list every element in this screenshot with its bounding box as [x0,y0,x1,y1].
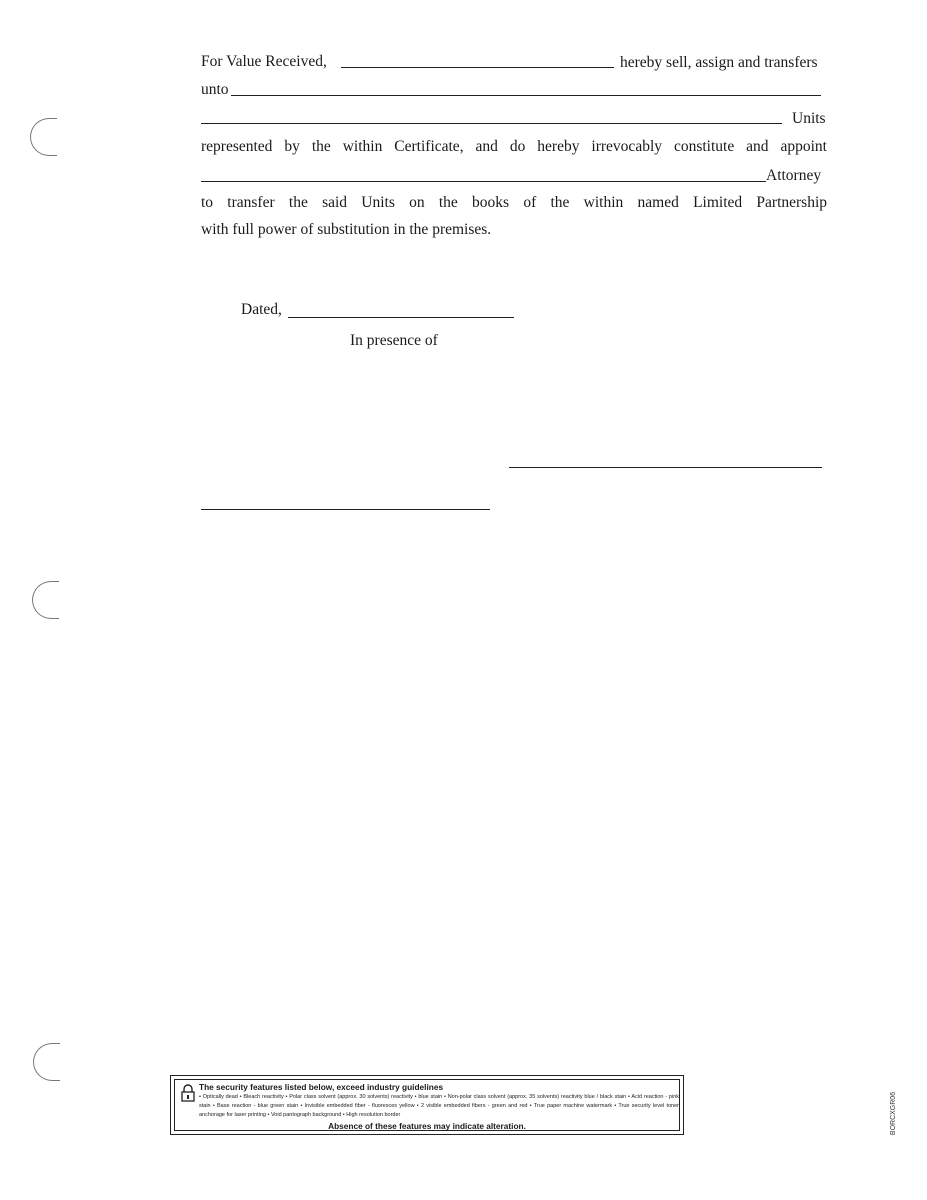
sell-assign-text: hereby sell, assign and transfers [620,54,818,71]
security-heading: The security features listed below, exceed industry guidelines [199,1082,444,1092]
form-code: BORCXGR06 [890,1091,898,1136]
punch-hole-middle [32,581,59,619]
alteration-warning: Absence of these features may indicate alteration. [328,1121,526,1131]
date-blank[interactable] [288,317,514,318]
security-features-inner-border [174,1079,680,1131]
assignor-blank[interactable] [341,67,614,68]
value-received-label: For Value Received, [201,53,327,70]
units-blank[interactable] [201,123,782,124]
attorney-blank[interactable] [201,181,766,182]
substitution-text: with full power of substitution in the premises. [201,221,492,238]
represented-text: represented by the within Certificate, and do hereby irrevocably constitute and appoint [201,138,827,155]
assignee-blank[interactable] [231,95,821,96]
signature-line[interactable] [509,467,822,468]
security-features-box [170,1075,684,1135]
security-feature-list: • Optically dead • Bleach reactivity • Polar class solvent (approx. 30 solvents) reactivity • blue stain • Non-polar class solvent (approx. 35 solvents) reactivity blue / black stain • Acid reaction - pink stain • Base reaction - blue green stain • Invisible embedded fiber - fluoresces yellow • 2 visible embedded fibers - green and red • True paper machine watermark • True security level toner anchorage for laser printing • Void pantograph background • High resolution border [199,1094,679,1118]
units-label: Units [792,110,826,127]
lock-icon [181,1084,195,1102]
attorney-label: Attorney [766,167,822,184]
transfer-text: to transfer the said Units on the books of the within named Limited Partnership [201,194,827,211]
witness-signature-line[interactable] [201,509,490,510]
unto-label: unto [201,81,229,98]
presence-label: In presence of [350,332,438,349]
punch-hole-bottom [33,1043,60,1081]
dated-label: Dated, [241,301,282,318]
punch-hole-top [30,118,57,156]
